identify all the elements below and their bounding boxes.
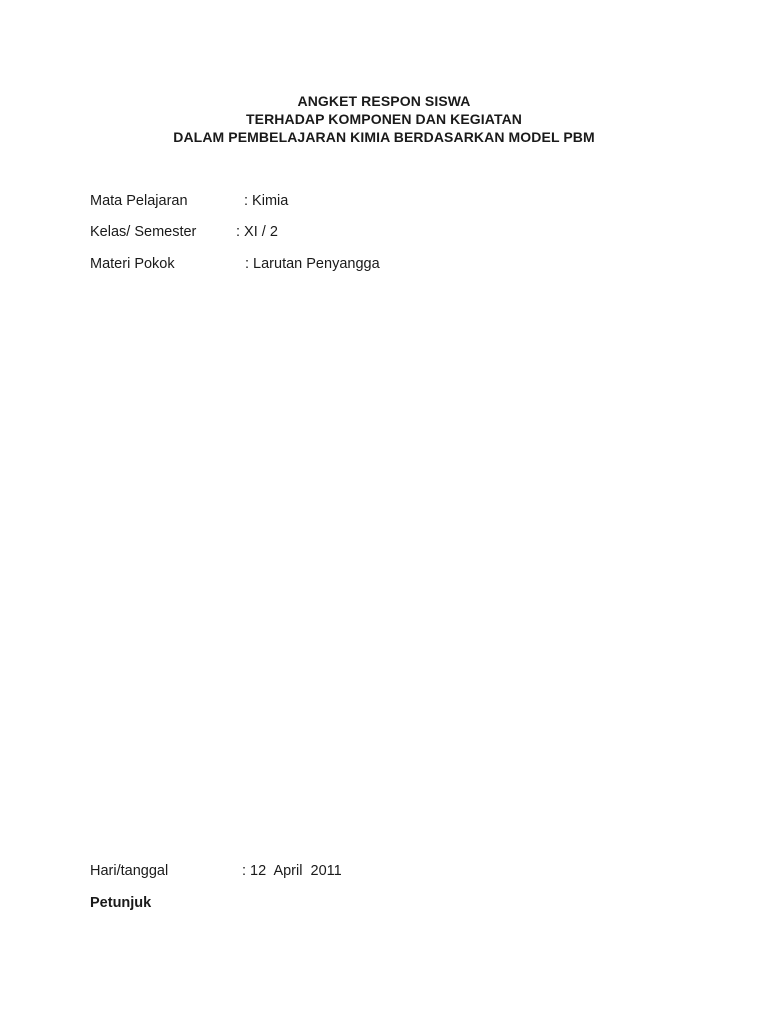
title-line-3: DALAM PEMBELAJARAN KIMIA BERDASARKAN MODEL PBM [173,129,595,145]
field-mata-pelajaran [90,192,490,210]
field-materi-pokok [90,255,490,273]
title-line-2: TERHADAP KOMPONEN DAN KEGIATAN [245,111,522,127]
field-label: Mata Pelajaran [90,193,188,209]
title-line-1: ANGKET RESPON SISWA [297,93,471,109]
field-label: Kelas/ Semester [90,224,197,240]
field-value: : Larutan Penyangga [245,256,380,272]
document-title [0,92,768,146]
field-value: : XI / 2 [236,224,278,240]
field-value: : 12 April 2011 [242,863,342,879]
field-kelas-semester [90,223,490,241]
field-value: : Kimia [244,193,289,209]
field-label: Materi Pokok [90,256,175,272]
field-hari-tanggal [90,862,490,880]
field-label: Hari/tanggal [90,863,169,879]
petunjuk-heading: Petunjuk [90,895,152,911]
